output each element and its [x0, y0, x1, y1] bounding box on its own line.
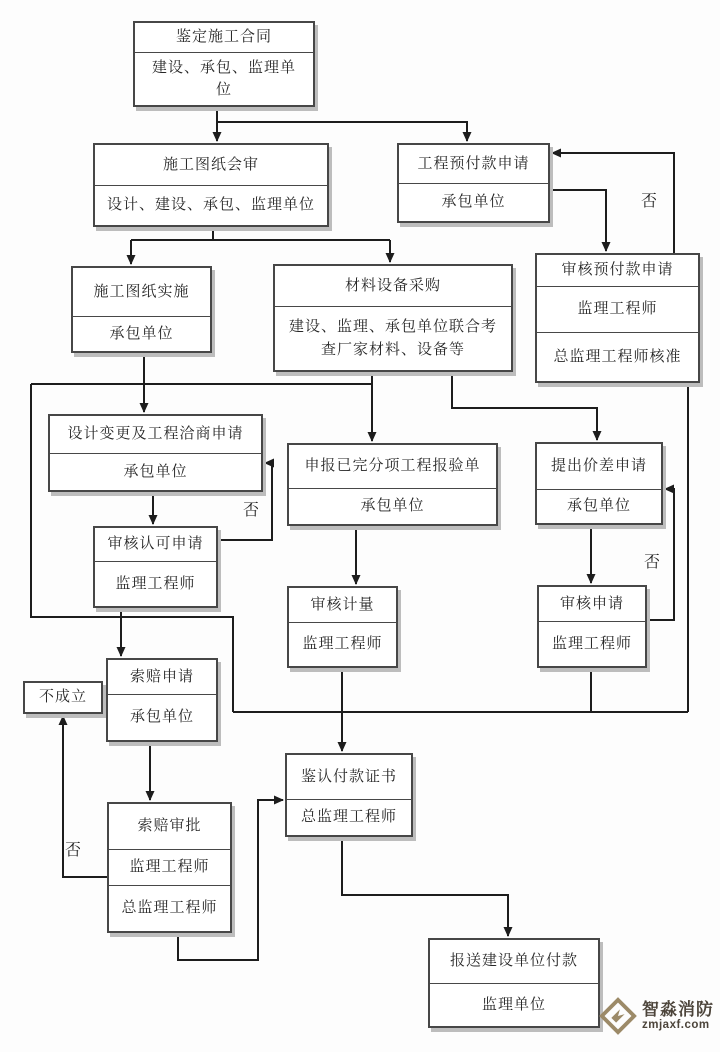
node-row: 提出价差申请 — [550, 457, 647, 475]
node-row: 承包单位 — [73, 316, 210, 351]
node-payment-cert — [285, 753, 413, 837]
watermark — [599, 997, 714, 1035]
node-row: 申报已完分项工程报验单 — [304, 457, 481, 475]
node-claim-approval — [107, 802, 232, 933]
node-row: 施工图纸实施 — [93, 282, 190, 300]
node-row: 监理工程师 — [537, 286, 698, 332]
node-row: 监理单位 — [430, 983, 598, 1027]
node-row: 监理工程师 — [289, 622, 396, 666]
node-send-payment — [428, 938, 600, 1028]
label-no-claim: 否 — [65, 842, 83, 859]
watermark-url: zmjaxf.com — [642, 1018, 710, 1031]
node-material — [273, 264, 513, 372]
node-row: 鉴认付款证书 — [300, 767, 397, 785]
node-row: 设计变更及工程洽商申请 — [67, 425, 244, 442]
node-drawing-impl — [71, 266, 212, 353]
node-row: 索赔审批 — [137, 817, 202, 835]
node-row: 建设、承包、监理单位 — [135, 52, 313, 105]
node-row: 不成立 — [38, 688, 87, 706]
node-row: 审核申请 — [559, 594, 624, 612]
node-row: 索赔申请 — [129, 667, 194, 685]
node-prepay-request — [397, 143, 550, 223]
node-row: 总监理工程师核准 — [537, 332, 698, 381]
node-contract — [133, 21, 315, 107]
node-row: 工程预付款申请 — [417, 154, 530, 172]
node-row: 审核计量 — [310, 595, 375, 613]
node-row: 总监理工程师 — [287, 799, 411, 835]
node-claim-request — [106, 658, 218, 742]
node-row: 承包单位 — [399, 183, 548, 222]
node-row: 承包单位 — [108, 694, 216, 740]
watermark-logo — [599, 997, 637, 1035]
label-no-design-change: 否 — [243, 502, 261, 519]
node-row: 总监理工程师 — [109, 885, 230, 931]
node-row: 承包单位 — [289, 488, 496, 524]
watermark-brand: 智淼消防 — [642, 1000, 714, 1020]
label-no-prepay: 否 — [641, 193, 659, 210]
node-approve-request — [93, 526, 218, 608]
node-row: 承包单位 — [537, 489, 661, 523]
node-row: 建设、监理、承包单位联合考查厂家材料、设备等 — [275, 306, 511, 370]
node-row: 监理工程师 — [109, 849, 230, 885]
node-row: 材料设备采购 — [344, 276, 441, 294]
node-row: 鉴定施工合同 — [175, 28, 272, 46]
node-row: 监理工程师 — [95, 561, 216, 606]
node-measure-review — [287, 586, 398, 668]
node-row: 承包单位 — [50, 453, 261, 491]
node-not-established — [23, 681, 103, 714]
node-prepay-review — [535, 253, 700, 383]
node-price-diff — [535, 442, 663, 525]
label-no-price-diff: 否 — [644, 554, 662, 571]
node-design-change — [48, 414, 263, 492]
node-row: 设计、建设、承包、监理单位 — [95, 185, 327, 226]
node-row: 报送建设单位付款 — [449, 952, 578, 969]
node-drawing-review — [93, 143, 329, 227]
node-row: 审核预付款申请 — [561, 261, 674, 279]
node-row: 施工图纸会审 — [162, 155, 259, 173]
node-inspection-form — [287, 443, 498, 526]
node-request-review — [537, 585, 647, 668]
node-row: 审核认可申请 — [107, 535, 204, 553]
node-row: 监理工程师 — [539, 621, 645, 666]
